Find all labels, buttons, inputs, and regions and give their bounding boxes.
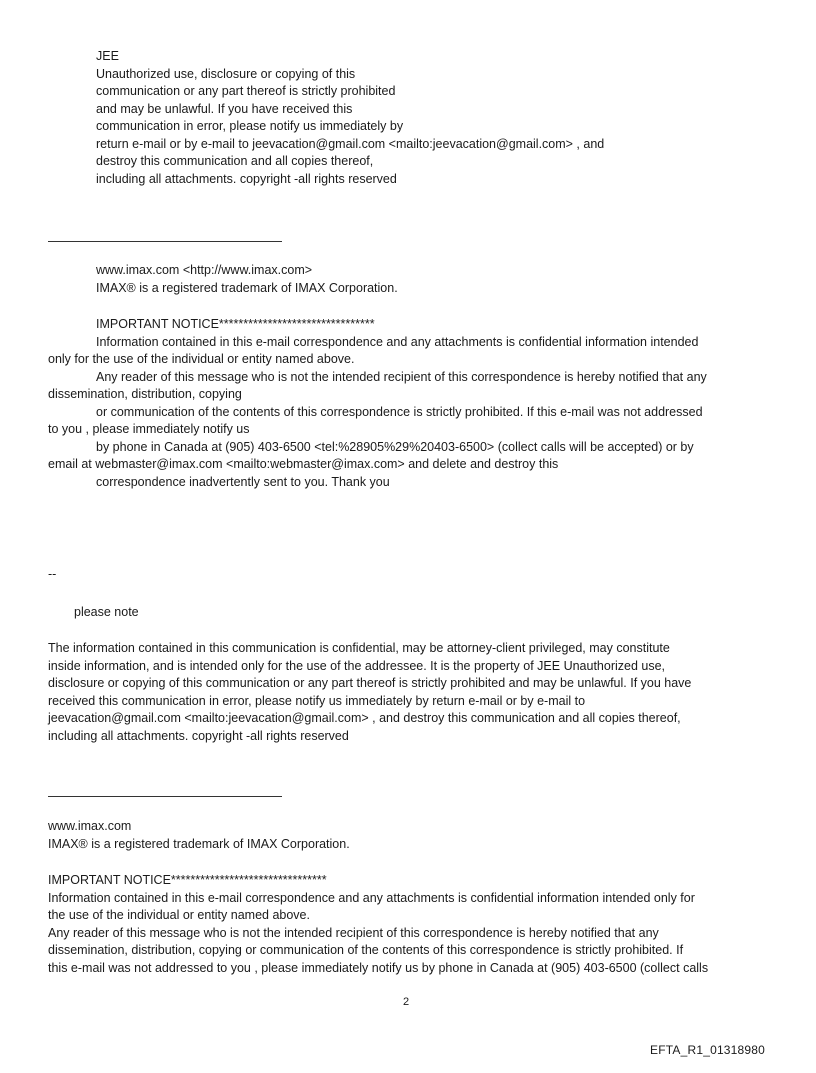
important-notice-1 — [48, 316, 768, 491]
text-line: to you , please immediately notify us — [48, 422, 250, 436]
imax-signature-2 — [48, 818, 350, 853]
text-line: dissemination, distribution, copying or communication of the contents of this correspondence is strictly prohibited. If — [48, 943, 684, 957]
trademark-text: IMAX® is a registered trademark of IMAX Corporation. — [48, 836, 350, 851]
text-line: Information contained in this e-mail correspondence and any attachments is confidential information intended — [96, 334, 699, 349]
text-line: jeevacation@gmail.com <mailto:jeevacation@gmail.com> , and destroy this communication and all copies thereof, — [48, 711, 681, 725]
important-notice-2 — [48, 872, 708, 977]
text-line: by phone in Canada at (905) 403-6500 <tel:%28905%29%20403-6500> (collect calls will be accepted) or by — [96, 439, 694, 454]
text-line: communication or any part thereof is strictly prohibited — [96, 84, 396, 98]
separator-text: -- — [48, 567, 57, 581]
divider-line — [48, 241, 282, 242]
notice-heading: IMPORTANT NOTICE******************************** — [48, 873, 327, 887]
text-line: correspondence inadvertently sent to you. Thank you — [96, 474, 390, 489]
text-line: JEE — [96, 49, 119, 63]
text-line: received this communication in error, please notify us immediately by return e-mail or by e-mail to — [48, 693, 586, 708]
trademark-text: IMAX® is a registered trademark of IMAX Corporation. — [96, 280, 398, 295]
text-line: email at webmaster@imax.com <mailto:webmaster@imax.com> and delete and destroy this — [48, 457, 559, 471]
notice-heading: IMPORTANT NOTICE******************************** — [96, 317, 375, 331]
bates-id: EFTA_R1_01318980 — [650, 1043, 766, 1057]
text-line: Any reader of this message who is not the intended recipient of this correspondence is hereby notified that any — [96, 369, 707, 384]
text-line: The information contained in this communication is confidential, may be attorney-client privileged, may constitute — [48, 641, 670, 655]
text-line: Unauthorized use, disclosure or copying of this — [96, 66, 356, 81]
please-note-text: please note — [74, 605, 139, 619]
text-line: this e-mail was not addressed to you , please immediately notify us by phone in Canada at (905) 403-6500 (collect calls — [48, 960, 709, 975]
text-line: destroy this communication and all copies thereof, — [96, 154, 374, 168]
text-line: including all attachments. copyright -all rights reserved — [48, 728, 349, 743]
imax-signature-1 — [96, 262, 398, 297]
disclaimer-block-1 — [96, 48, 604, 188]
text-line: Information contained in this e-mail correspondence and any attachments is confidential information intended only for — [48, 890, 695, 905]
text-line: Any reader of this message who is not the intended recipient of this correspondence is hereby notified that any — [48, 925, 659, 940]
website-text: www.imax.com <http://www.imax.com> — [96, 263, 313, 277]
text-line: dissemination, distribution, copying — [48, 387, 242, 401]
disclaimer-block-2 — [48, 640, 691, 745]
text-line: disclosure or copying of this communication or any part thereof is strictly prohibited and may be unlawful. If you have — [48, 676, 692, 690]
website-text: www.imax.com — [48, 819, 132, 833]
text-line: return e-mail or by e-mail to jeevacation@gmail.com <mailto:jeevacation@gmail.com> , and — [96, 136, 605, 151]
text-line: inside information, and is intended only for the use of the addressee. It is the property of JEE Unauthorized use, — [48, 658, 666, 673]
text-line: including all attachments. copyright -all rights reserved — [96, 171, 397, 186]
text-line: the use of the individual or entity named above. — [48, 908, 310, 922]
text-line: or communication of the contents of this correspondence is strictly prohibited. If this e-mail was not addressed — [96, 404, 703, 419]
text-line: only for the use of the individual or entity named above. — [48, 352, 355, 366]
text-line: communication in error, please notify us immediately by — [96, 119, 404, 133]
text-line: and may be unlawful. If you have received this — [96, 101, 353, 116]
page-number: 2 — [403, 996, 410, 1008]
divider-line — [48, 796, 282, 797]
